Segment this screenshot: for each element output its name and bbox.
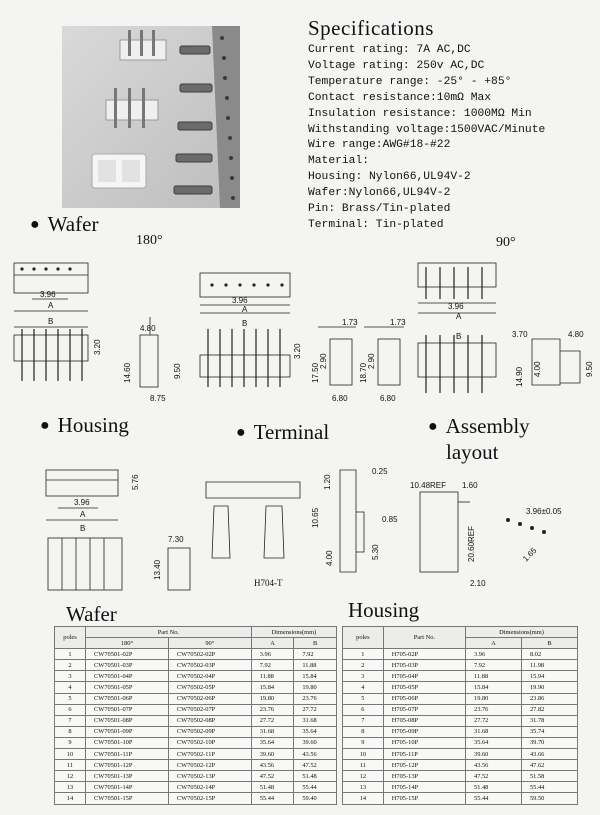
housing-col-a: A [466, 638, 522, 649]
table-cell: 27.72 [251, 715, 294, 726]
table-row [343, 660, 578, 671]
dim-0-85: 0.85 [382, 515, 398, 524]
table-cell: CW70502-03P [168, 660, 251, 671]
table-cell: CW70502-07P [168, 704, 251, 715]
table-cell: 1 [343, 649, 384, 660]
angle-180-label: 180° [136, 233, 163, 248]
dim-6-80-a: 6.80 [332, 394, 348, 403]
table-cell: CW70501-03P [86, 660, 169, 671]
housing-col-b: B [521, 638, 577, 649]
dim-b: B [48, 317, 54, 326]
bullet-icon: ● [40, 416, 50, 434]
table-row [55, 737, 337, 748]
table-cell: 27.72 [466, 715, 522, 726]
wafer-col-a: A [251, 638, 294, 649]
housing-col-poles: poles [343, 627, 384, 649]
table-cell: 8 [55, 726, 86, 737]
table-cell: 2 [343, 660, 384, 671]
table-cell: 11 [343, 760, 384, 771]
table-cell: 39.60 [466, 749, 522, 760]
wafer-180-side-view [140, 335, 158, 387]
table-cell: H705-07P [383, 704, 465, 715]
terminal-front-view-b [264, 506, 284, 558]
table-cell: H705-03P [383, 660, 465, 671]
wafer-side-view-b [378, 339, 400, 385]
table-cell: 47.52 [251, 771, 294, 782]
table-cell: 47.52 [466, 771, 522, 782]
dim-14-90: 14.90 [515, 366, 524, 387]
table-cell: 14 [343, 793, 384, 804]
wafer-side-view-a [330, 339, 352, 385]
table-cell: 19.80 [294, 682, 337, 693]
table-row [343, 782, 578, 793]
table-row [343, 760, 578, 771]
dim-10-48-ref: 10.48REF [410, 481, 447, 490]
assembly-heading-text: Assembly [445, 414, 530, 438]
dim-3-70: 3.70 [512, 330, 528, 339]
wafer-table-title: Wafer [66, 602, 117, 626]
table-cell: CW70501-14P [86, 782, 169, 793]
housing-heading-text: Housing [57, 413, 129, 437]
table-cell: CW70502-13P [168, 771, 251, 782]
spec-line: Current rating: 7A AC,DC [308, 44, 471, 56]
table-cell: 3.96 [466, 649, 522, 660]
wafer-table-body [55, 649, 337, 804]
housing-top-view [46, 470, 118, 496]
table-cell: 14 [55, 793, 86, 804]
table-cell: 10 [55, 749, 86, 760]
wafer-table [54, 626, 337, 805]
wafer-col-90: 90° [168, 638, 251, 649]
housing-col-part: Part No. [383, 627, 465, 649]
terminal-front-view-a [212, 506, 230, 558]
table-cell: CW70501-02P [86, 649, 169, 660]
table-row [55, 660, 337, 671]
terminal-part-number: H704-T [254, 578, 283, 588]
table-cell: H705-15P [383, 793, 465, 804]
table-cell: CW70501-08P [86, 715, 169, 726]
table-row [343, 749, 578, 760]
table-cell: CW70501-12P [86, 760, 169, 771]
table-cell: H705-04P [383, 671, 465, 682]
dim-17-50: 17.50 [311, 362, 320, 383]
table-cell: 31.68 [466, 726, 522, 737]
table-cell: H705-09P [383, 726, 465, 737]
specifications-block [308, 16, 598, 234]
table-cell: CW70501-09P [86, 726, 169, 737]
table-row [343, 671, 578, 682]
table-row [55, 704, 337, 715]
dim-5-76: 5.76 [131, 474, 140, 490]
spec-line: Voltage rating: 250v AC,DC [308, 59, 485, 72]
table-cell: CW70501-05P [86, 682, 169, 693]
table-cell: CW70502-05P [168, 682, 251, 693]
table-cell: CW70502-09P [168, 726, 251, 737]
table-row [55, 671, 337, 682]
table-cell: 27.82 [521, 704, 577, 715]
dim-20-60-ref: 20.60REF [467, 525, 476, 562]
spec-line: Wire range:AWG#18-#22 [308, 139, 451, 152]
table-cell: CW70501-15P [86, 793, 169, 804]
table-cell: 47.62 [521, 760, 577, 771]
table-cell: CW70501-04P [86, 671, 169, 682]
assembly-heading [428, 414, 530, 439]
bullet-icon: ● [236, 423, 246, 441]
table-cell: 9 [343, 737, 384, 748]
table-cell: 9 [55, 737, 86, 748]
table-cell: 1 [55, 649, 86, 660]
table-cell: 31.68 [251, 726, 294, 737]
dim-9-50: 9.50 [173, 363, 182, 379]
specifications-title: Specifications [308, 16, 434, 40]
table-cell: 19.80 [466, 693, 522, 704]
table-row [55, 793, 337, 804]
table-cell: 23.86 [521, 693, 577, 704]
table-cell: CW70502-15P [168, 793, 251, 804]
table-row [55, 682, 337, 693]
table-cell: 35.64 [251, 737, 294, 748]
table-cell: CW70502-12P [168, 760, 251, 771]
table-cell: 8.02 [521, 649, 577, 660]
dim-18-70: 18.70 [359, 362, 368, 383]
dim-pitch: 3.96 [40, 290, 56, 299]
table-cell: 15.94 [521, 671, 577, 682]
table-row [343, 649, 578, 660]
table-cell: 43.56 [294, 749, 337, 760]
table-row [343, 771, 578, 782]
dim-5-30: 5.30 [371, 544, 380, 560]
table-cell: H705-02P [383, 649, 465, 660]
table-cell: 3.96 [251, 649, 294, 660]
table-cell: 13 [55, 782, 86, 793]
dim-14-60: 14.60 [123, 362, 132, 383]
housing-heading [40, 413, 129, 438]
table-cell: 35.64 [294, 726, 337, 737]
table-cell: 3 [343, 671, 384, 682]
product-photo [62, 26, 240, 208]
wafer-180-front-view [14, 335, 88, 361]
table-cell: 11.98 [521, 660, 577, 671]
bullet-icon: ● [30, 215, 40, 233]
table-row [55, 726, 337, 737]
table-cell: CW70502-02P [168, 649, 251, 660]
spec-line: Material: [308, 155, 370, 168]
dim-0-25: 0.25 [372, 467, 388, 476]
table-cell: 35.64 [466, 737, 522, 748]
table-cell: H705-05P [383, 682, 465, 693]
table-cell: 12 [343, 771, 384, 782]
table-cell: 4 [343, 682, 384, 693]
dim-housing-b: B [80, 524, 86, 533]
table-row [55, 782, 337, 793]
table-cell: 51.58 [521, 771, 577, 782]
dim-housing-pitch: 3.96 [74, 498, 90, 507]
table-cell: CW70501-13P [86, 771, 169, 782]
dim-10-65: 10.65 [311, 507, 320, 528]
wafer-col-part: Part No. [86, 627, 252, 638]
housing-table-body [343, 649, 578, 804]
table-cell: 7 [55, 715, 86, 726]
table-cell: 39.60 [294, 737, 337, 748]
table-cell: CW70501-11P [86, 749, 169, 760]
dim-a: A [48, 301, 54, 310]
table-cell: 51.48 [251, 782, 294, 793]
table-cell: 35.74 [521, 726, 577, 737]
table-row [55, 749, 337, 760]
table-row [343, 726, 578, 737]
table-cell: 27.72 [294, 704, 337, 715]
dim-hole-1-65: 1.65 [521, 546, 539, 564]
table-cell: 13 [343, 782, 384, 793]
spec-line: Wafer:Nylon66,UL94V-2 [308, 187, 451, 200]
wafer-180-top-view [14, 263, 88, 293]
table-cell: 51.48 [294, 771, 337, 782]
table-row [55, 771, 337, 782]
table-cell: 15.84 [294, 671, 337, 682]
dim-1-60: 1.60 [462, 481, 478, 490]
spec-line: Contact resistance:10mΩ Max [308, 91, 492, 104]
table-cell: CW70502-11P [168, 749, 251, 760]
table-cell: 55.44 [251, 793, 294, 804]
terminal-heading-text: Terminal [253, 420, 330, 444]
table-cell: H705-12P [383, 760, 465, 771]
dim-8-75: 8.75 [150, 394, 166, 403]
table-cell: 31.68 [294, 715, 337, 726]
table-cell: 43.56 [466, 760, 522, 771]
spec-line: Terminal: Tin-plated [308, 218, 444, 231]
dim-pitch-90: 3.96 [448, 302, 464, 311]
spec-line: Temperature range: -25° - +85° [308, 75, 512, 88]
table-cell: 51.48 [466, 782, 522, 793]
table-cell: 15.84 [251, 682, 294, 693]
table-cell: 19.80 [251, 693, 294, 704]
table-cell: CW70502-08P [168, 715, 251, 726]
table-cell: 10 [343, 749, 384, 760]
table-row [55, 649, 337, 660]
table-cell: 7.92 [251, 660, 294, 671]
dim-4-00-terminal: 4.00 [325, 550, 334, 566]
terminal-heading [236, 420, 329, 445]
housing-table [342, 626, 578, 805]
table-cell: 23.76 [466, 704, 522, 715]
table-row [55, 693, 337, 704]
table-cell: 11.88 [294, 660, 337, 671]
table-cell: 12 [55, 771, 86, 782]
table-cell: CW70502-10P [168, 737, 251, 748]
table-cell: 43.66 [521, 749, 577, 760]
angle-90-label: 90° [496, 235, 516, 250]
spec-line: Pin: Brass/Tin-plated [308, 203, 451, 216]
table-cell: 43.56 [251, 760, 294, 771]
dim-b-90: B [456, 332, 462, 341]
table-cell: CW70502-04P [168, 671, 251, 682]
table-row [343, 704, 578, 715]
table-cell: 11.88 [251, 671, 294, 682]
table-cell: 39.70 [521, 737, 577, 748]
table-row [343, 682, 578, 693]
spec-line: Housing: Nylon66,UL94V-2 [308, 171, 471, 184]
wafer-col-poles: poles [55, 627, 86, 649]
table-cell: 31.78 [521, 715, 577, 726]
table-row [343, 715, 578, 726]
table-cell: 55.44 [466, 793, 522, 804]
table-cell: 8 [343, 726, 384, 737]
table-cell: H705-14P [383, 782, 465, 793]
dim-4-80: 4.80 [140, 324, 156, 333]
dim-13-40: 13.40 [153, 559, 162, 580]
table-row [343, 737, 578, 748]
table-cell: 7.92 [466, 660, 522, 671]
dim-2-90-a: 2.90 [319, 353, 328, 369]
bullet-icon: ● [428, 417, 438, 435]
table-cell: H705-13P [383, 771, 465, 782]
spec-line: Insulation resistance: 1000MΩ Min [308, 107, 532, 120]
table-cell: 23.76 [251, 704, 294, 715]
table-cell: 15.84 [466, 682, 522, 693]
dim-1-73-b: 1.73 [390, 318, 406, 327]
housing-table-title: Housing [348, 598, 420, 622]
housing-side-view [168, 548, 190, 590]
table-cell: H705-08P [383, 715, 465, 726]
table-row [343, 793, 578, 804]
table-cell: 4 [55, 682, 86, 693]
product-photo-graphic [62, 26, 240, 208]
table-cell: 59.40 [294, 793, 337, 804]
wafer-heading [30, 212, 98, 237]
dim-3-20-center: 3.20 [293, 343, 302, 359]
table-cell: 6 [55, 704, 86, 715]
table-cell: CW70502-06P [168, 693, 251, 704]
table-cell: CW70501-10P [86, 737, 169, 748]
table-cell: CW70502-14P [168, 782, 251, 793]
dim-3-20: 3.20 [93, 339, 102, 355]
dim-9-50-90: 9.50 [585, 361, 594, 377]
dim-housing-a: A [80, 510, 86, 519]
dim-7-30: 7.30 [168, 535, 184, 544]
table-cell: 55.44 [294, 782, 337, 793]
wafer-col-dims: Dimensions(mm) [251, 627, 336, 638]
table-cell: CW70501-06P [86, 693, 169, 704]
dim-a-90: A [456, 312, 462, 321]
dim-2-90-b: 2.90 [367, 353, 376, 369]
table-row [343, 693, 578, 704]
table-row [55, 760, 337, 771]
assembly-heading-line2: layout [446, 440, 499, 464]
wafer-heading-text: Wafer [47, 212, 99, 236]
wafer-col-180: 180° [86, 638, 169, 649]
dim-3-96-tolerance: 3.96±0.05 [526, 507, 562, 516]
housing-front-view [48, 538, 122, 590]
spec-line: Withstanding voltage:1500VAC/Minute [308, 123, 546, 136]
table-cell: 2 [55, 660, 86, 671]
dim-4-80-90: 4.80 [568, 330, 584, 339]
table-cell: 3 [55, 671, 86, 682]
table-cell: 47.52 [294, 760, 337, 771]
table-cell: H705-11P [383, 749, 465, 760]
dim-pitch-center: 3.96 [232, 296, 248, 305]
dim-2-10: 2.10 [470, 579, 486, 588]
table-cell: 7.92 [294, 649, 337, 660]
dim-b-center: B [242, 319, 248, 328]
table-cell: H705-10P [383, 737, 465, 748]
wafer-front-view-center [200, 355, 290, 377]
wafer-drawings [0, 255, 600, 415]
wafer-90-front-view [418, 343, 496, 377]
housing-col-dims: Dimensions(mm) [466, 627, 578, 638]
table-cell: 6 [343, 704, 384, 715]
wafer-col-b: B [294, 638, 337, 649]
table-cell: 39.60 [251, 749, 294, 760]
table-cell: 59.50 [521, 793, 577, 804]
housing-terminal-assembly-drawings [0, 462, 600, 602]
table-row [55, 715, 337, 726]
table-cell: 11 [55, 760, 86, 771]
dim-1-73-a: 1.73 [342, 318, 358, 327]
terminal-top-view [206, 482, 300, 498]
terminal-side-view [340, 470, 356, 572]
table-cell: 11.88 [466, 671, 522, 682]
table-cell: 5 [343, 693, 384, 704]
table-cell: 5 [55, 693, 86, 704]
table-cell: CW70501-07P [86, 704, 169, 715]
table-cell: 55.44 [521, 782, 577, 793]
dim-a-center: A [242, 305, 248, 314]
dim-1-20: 1.20 [323, 474, 332, 490]
table-cell: H705-06P [383, 693, 465, 704]
table-cell: 19.90 [521, 682, 577, 693]
dim-6-80-b: 6.80 [380, 394, 396, 403]
wafer-90-top-view [418, 263, 496, 287]
table-cell: 7 [343, 715, 384, 726]
dim-4-00: 4.00 [533, 361, 542, 377]
assembly-side-view [420, 492, 458, 572]
table-cell: 23.76 [294, 693, 337, 704]
